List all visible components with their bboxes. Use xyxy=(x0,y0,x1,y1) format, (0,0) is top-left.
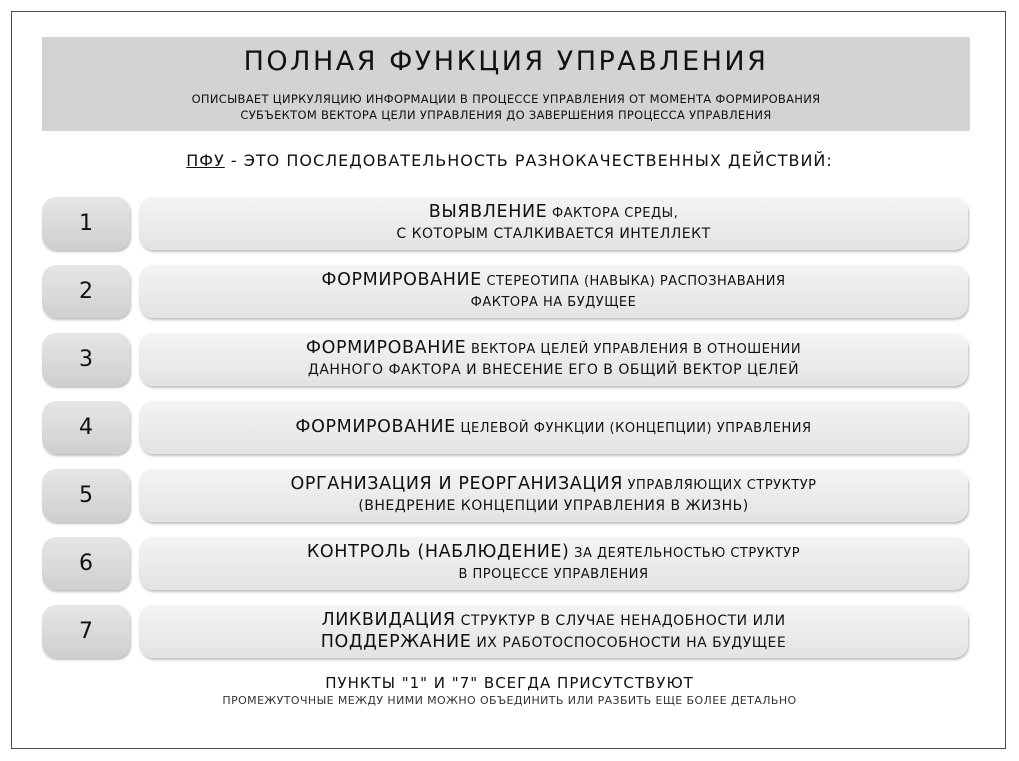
step-line xyxy=(429,202,678,224)
step-box-6 xyxy=(139,537,968,590)
step-text: ИХ РАБОТОСПОСОБНОСТИ НА БУДУЩЕЕ xyxy=(471,634,787,651)
step-box-5 xyxy=(139,469,968,522)
step-number-5: 5 xyxy=(42,469,130,522)
step-line xyxy=(321,610,785,632)
step-line xyxy=(471,292,637,313)
step-text: ВЕКТОРА ЦЕЛЕЙ УПРАВЛЕНИЯ В ОТНОШЕНИИ xyxy=(466,342,802,357)
step-text: СТРУКТУР В СЛУЧАЕ НЕНАДОБНОСТИ ИЛИ xyxy=(455,612,786,629)
step-number-7: 7 xyxy=(42,605,130,658)
step-text: (ВНЕДРЕНИЕ КОНЦЕПЦИИ УПРАВЛЕНИЯ В ЖИЗНЬ) xyxy=(358,498,749,514)
step-keyword: ФОРМИРОВАНИЕ xyxy=(321,270,482,290)
step-keyword: ФОРМИРОВАНИЕ xyxy=(295,416,456,437)
step-line xyxy=(358,496,748,517)
step-box-7 xyxy=(139,605,968,658)
diagram-title: ПОЛНАЯ ФУНКЦИЯ УПРАВЛЕНИЯ xyxy=(243,46,769,77)
step-box-2 xyxy=(139,265,968,318)
step-line xyxy=(290,474,816,496)
step-box-3 xyxy=(139,333,968,386)
footer-main-note: ПУНКТЫ "1" И "7" ВСЕГДА ПРИСУТСТВУЮТ xyxy=(325,674,694,692)
header-panel xyxy=(42,37,970,131)
step-line xyxy=(321,270,785,292)
step-text: ФАКТОРА НА БУДУЩЕЕ xyxy=(470,295,637,310)
step-text: ЗА ДЕЯТЕЛЬНОСТЬЮ СТРУКТУР xyxy=(569,546,801,561)
diagram-subtitle xyxy=(42,91,970,123)
step-box-1 xyxy=(139,197,968,250)
step-line xyxy=(458,564,648,585)
step-keyword: ПОДДЕРЖАНИЕ xyxy=(320,631,472,652)
step-keyword: ОРГАНИЗАЦИЯ И РЕОРГАНИЗАЦИЯ xyxy=(290,474,623,494)
step-keyword: ЛИКВИДАЦИЯ xyxy=(321,609,456,630)
step-line xyxy=(295,417,811,439)
step-keyword: ВЫЯВЛЕНИЕ xyxy=(428,202,548,222)
footer-secondary-note: ПРОМЕЖУТОЧНЫЕ МЕЖДУ НИМИ МОЖНО ОБЪЕДИНИТЬ ИЛИ РАЗБИТЬ ЕЩЕ БОЛЕЕ ДЕТАЛЬНО xyxy=(222,694,797,707)
step-text: ЦЕЛЕВОЙ ФУНКЦИИ (КОНЦЕПЦИИ) УПРАВЛЕНИЯ xyxy=(455,420,812,436)
step-number-6: 6 xyxy=(42,537,130,590)
step-line xyxy=(306,338,801,360)
subtitle-line: СУБЪЕКТОМ ВЕКТОРА ЦЕЛИ УПРАВЛЕНИЯ ДО ЗАВЕРШЕНИЯ ПРОЦЕССА УПРАВЛЕНИЯ xyxy=(240,108,772,122)
step-text: В ПРОЦЕССЕ УПРАВЛЕНИЯ xyxy=(458,567,649,582)
step-line xyxy=(396,224,710,245)
subtitle-line: ОПИСЫВАЕТ ЦИРКУЛЯЦИЮ ИНФОРМАЦИИ В ПРОЦЕССЕ УПРАВЛЕНИЯ ОТ МОМЕНТА ФОРМИРОВАНИЯ xyxy=(191,92,821,106)
step-keyword: ФОРМИРОВАНИЕ xyxy=(305,338,467,358)
step-number-4: 4 xyxy=(42,401,130,454)
step-number-2: 2 xyxy=(42,265,130,318)
step-number-3: 3 xyxy=(42,333,130,386)
step-keyword: КОНТРОЛЬ (НАБЛЮДЕНИЕ) xyxy=(306,542,570,562)
lead-text: - ЭТО ПОСЛЕДОВАТЕЛЬНОСТЬ РАЗНОКАЧЕСТВЕННЫХ ДЕЙСТВИЙ: xyxy=(224,151,833,170)
step-text: ДАННОГО ФАКТОРА И ВНЕСЕНИЕ ЕГО В ОБЩИЙ ВЕКТОР ЦЕЛЕЙ xyxy=(307,362,800,378)
step-text: СТЕРЕОТИПА (НАВЫКА) РАСПОЗНАВАНИЯ xyxy=(481,274,786,289)
lead-statement xyxy=(0,151,1019,170)
step-line xyxy=(307,542,800,564)
step-text: ФАКТОРА СРЕДЫ, xyxy=(547,206,679,221)
lead-abbreviation: ПФУ xyxy=(186,151,225,170)
step-text: УПРАВЛЯЮЩИХ СТРУКТУР xyxy=(623,478,817,493)
step-number-1: 1 xyxy=(42,197,130,250)
step-line xyxy=(308,360,799,381)
step-box-4 xyxy=(139,401,968,454)
step-line xyxy=(321,632,787,654)
step-text: С КОТОРЫМ СТАЛКИВАЕТСЯ ИНТЕЛЛЕКТ xyxy=(396,226,711,242)
